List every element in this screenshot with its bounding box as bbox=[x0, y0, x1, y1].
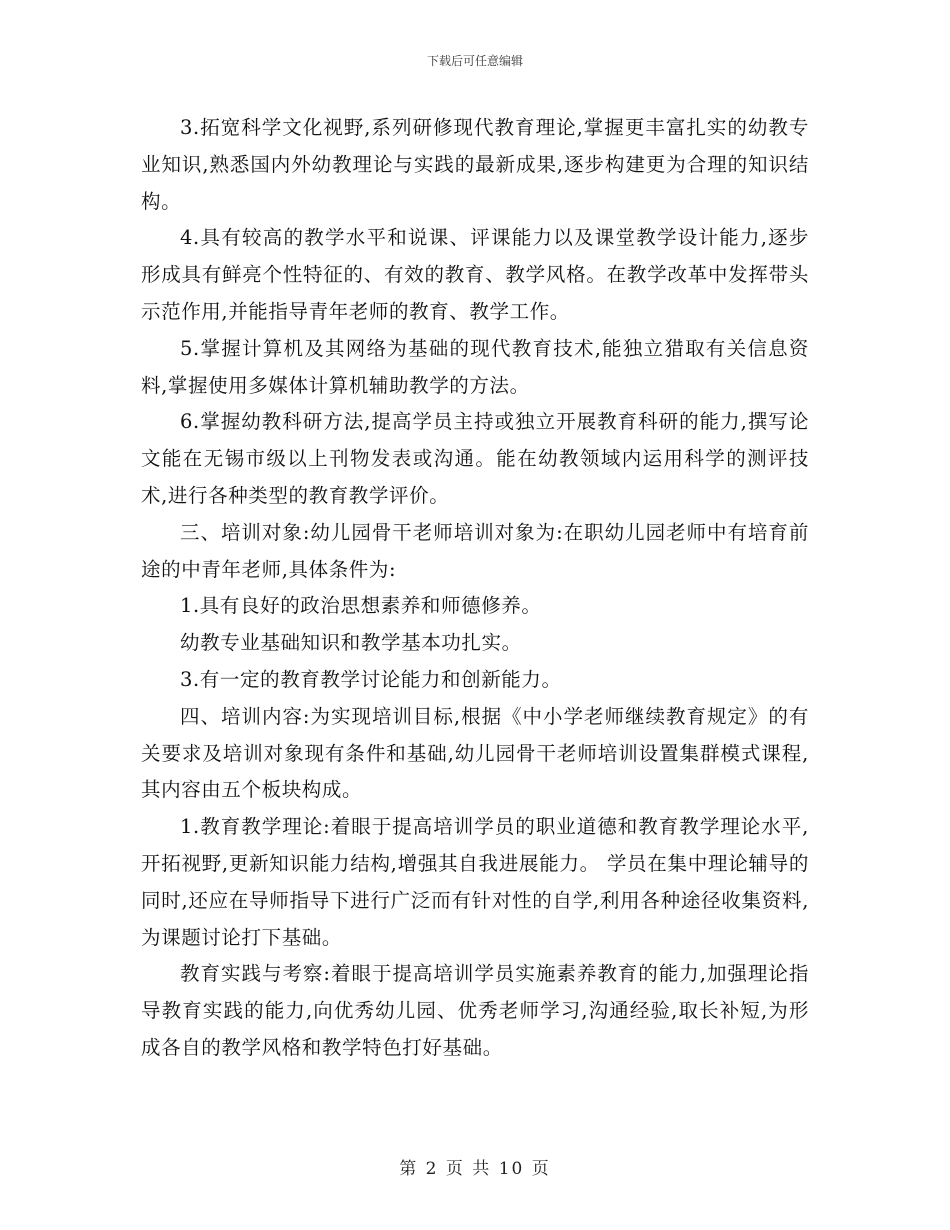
document-body bbox=[141, 110, 809, 1067]
paragraph-goal-6: 6.掌握幼教科研方法,提高学员主持或独立开展教育科研的能力,撰写论文能在无锡市级以上刊物发表或沟通。能在幼教领域内运用科学的测评技术,进行各种类型的教育教学评价。 bbox=[141, 410, 809, 507]
paragraph-section-3-training-targets: 三、培训对象:幼儿园骨干老师培训对象为:在职幼儿园老师中有培育前途的中青年老师,具体条件为: bbox=[141, 520, 809, 581]
paragraph-condition-3: 3.有一定的教育教学讨论能力和创新能力。 bbox=[180, 667, 562, 691]
paragraph-content-1: 1.教育教学理论:着眼于提高培训学员的职业道德和教育教学理论水平,开拓视野,更新知识能力结构,增强其自我进展能力。 学员在集中理论辅导的同时,还应在导师指导下进行广泛而有针对性的自学,利用各种途径收集资料,为课题讨论打下基础。 bbox=[141, 815, 809, 949]
paragraph-content-2: 教育实践与考察:着眼于提高培训学员实施素养教育的能力,加强理论指导教育实践的能力,向优秀幼儿园、优秀老师学习,沟通经验,取长补短,为形成各自的教学风格和教学特色打好基础。 bbox=[141, 962, 809, 1059]
paragraph-goal-3: 3.拓宽科学文化视野,系列研修现代教育理论,掌握更丰富扎实的幼教专业知识,熟悉国内外幼教理论与实践的最新成果,逐步构建更为合理的知识结构。 bbox=[141, 116, 809, 213]
paragraph-goal-5: 5.掌握计算机及其网络为基础的现代教育技术,能独立猎取有关信息资料,掌握使用多媒体计算机辅助教学的方法。 bbox=[141, 336, 809, 397]
paragraph-section-4-training-content: 四、培训内容:为实现培训目标,根据《中小学老师继续教育规定》的有关要求及培训对象现有条件和基础,幼儿园骨干老师培训设置集群模式课程,其内容由五个板块构成。 bbox=[141, 704, 809, 802]
page-header-note: 下载后可任意编辑 bbox=[426, 54, 523, 68]
paragraph-condition-2: 幼教专业基础知识和教学基本功扎实。 bbox=[180, 631, 522, 655]
paragraph-condition-1: 1.具有良好的政治思想素养和师德修养。 bbox=[180, 594, 542, 618]
page-number-footer: 第 2 页 共 10 页 bbox=[399, 1159, 551, 1179]
paragraph-goal-4: 4.具有较高的教学水平和说课、评课能力以及课堂教学设计能力,逐步形成具有鲜亮个性特征的、有效的教育、教学风格。在教学改革中发挥带头示范作用,并能指导青年老师的教育、教学工作。 bbox=[141, 226, 809, 323]
